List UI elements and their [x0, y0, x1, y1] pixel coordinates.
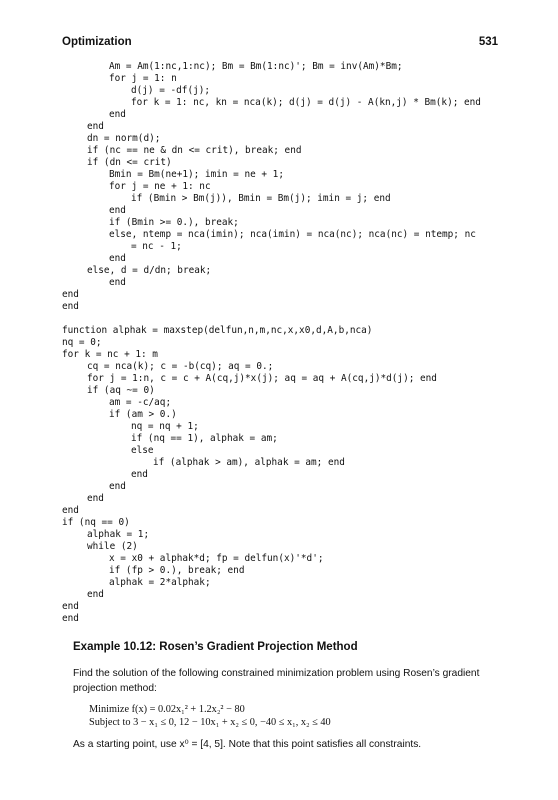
code-line: nq = 0; — [62, 337, 102, 348]
constraints-text: 3 − x₁ ≤ 0, 12 − 10x₁ + x₂ ≤ 0, −40 ≤ x₁, x₂ ≤ 40 — [133, 717, 331, 728]
objective-line — [89, 703, 245, 716]
code-line: for k = nc + 1: m — [62, 349, 158, 360]
code-line: end — [131, 469, 148, 480]
code-line: am = -c/aq; — [109, 397, 172, 408]
code-line: dn = norm(d); — [87, 133, 161, 144]
code-line: else, ntemp = nca(imin); nca(imin) = nca(nc); nca(nc) = ntemp; nc — [109, 229, 476, 240]
example-title: Example 10.12: Rosen’s Gradient Projection Method — [73, 641, 358, 653]
code-line: for k = 1: nc, kn = nca(k); d(j) = d(j) - A(kn,j) * Bm(k); end — [131, 97, 481, 108]
code-line: = nc - 1; — [131, 241, 182, 252]
code-line: alphak = 1; — [87, 529, 150, 540]
code-line: x = x0 + alphak*d; fp = delfun(x)'*d'; — [109, 553, 324, 564]
code-line: function alphak = maxstep(delfun,n,m,nc,x,x0,d,A,b,nca) — [62, 325, 373, 336]
code-line: if (Bmin >= 0.), break; — [109, 217, 239, 228]
code-line: else, d = d/dn; break; — [87, 265, 212, 276]
code-line: end — [109, 277, 126, 288]
objective-function: f(x) = 0.02x₁² + 1.2x₂² − 80 — [131, 704, 245, 715]
code-line: if (dn <= crit) — [87, 157, 172, 168]
code-line: end — [62, 289, 79, 300]
code-line: end — [62, 301, 79, 312]
starting-point-text-a: As a starting point, use — [73, 739, 177, 750]
code-line: end — [87, 121, 104, 132]
code-line: end — [87, 493, 104, 504]
code-line: end — [109, 481, 126, 492]
running-header — [62, 36, 498, 52]
code-line: Bmin = Bm(ne+1); imin = ne + 1; — [109, 169, 284, 180]
code-line: for j = 1:n, c = c + A(cq,j)*x(j); aq = aq + A(cq,j)*d(j); end — [87, 373, 437, 384]
starting-point-text-b: Note that this point satisfies all constraints. — [228, 739, 422, 750]
code-line: alphak = 2*alphak; — [109, 577, 211, 588]
objective-label: Minimize — [89, 704, 130, 715]
starting-point-note — [73, 737, 503, 752]
code-line: if (Bmin > Bm(j)), Bmin = Bm(j); imin = j; end — [131, 193, 391, 204]
code-line: Am = Am(1:nc,1:nc); Bm = Bm(1:nc)'; Bm = inv(Am)*Bm; — [109, 61, 403, 72]
code-line: end — [62, 601, 79, 612]
code-line: end — [109, 205, 126, 216]
constraints-label: Subject to — [89, 717, 131, 728]
code-line: if (alphak > am), alphak = am; end — [153, 457, 345, 468]
code-line: cq = nca(k); c = -b(cq); aq = 0.; — [87, 361, 274, 372]
code-line: if (nc == ne & dn <= crit), break; end — [87, 145, 302, 156]
code-line: if (aq ~= 0) — [87, 385, 155, 396]
code-line: end — [62, 613, 79, 624]
code-line: end — [62, 505, 79, 516]
page-number: 531 — [478, 36, 498, 48]
code-line: end — [109, 253, 126, 264]
example-intro: Find the solution of the following constrained minimization problem using Rosen’s gradient projection method: — [73, 668, 480, 694]
code-line: while (2) — [87, 541, 138, 552]
code-line: if (fp > 0.), break; end — [109, 565, 245, 576]
code-line: for j = 1: n — [109, 73, 177, 84]
code-line: else — [131, 445, 154, 456]
code-line: d(j) = -df(j); — [131, 85, 211, 96]
constraints-line — [89, 716, 331, 729]
code-line: if (nq == 0) — [62, 517, 130, 528]
code-line: nq = nq + 1; — [131, 421, 199, 432]
code-line: if (nq == 1), alphak = am; — [131, 433, 278, 444]
code-line: end — [87, 589, 104, 600]
code-line: end — [109, 109, 126, 120]
starting-point-value: x⁰ = [4, 5]. — [179, 739, 226, 750]
code-line: if (am > 0.) — [109, 409, 177, 420]
code-line: for j = ne + 1: nc — [109, 181, 211, 192]
section-title: Optimization — [62, 36, 132, 48]
